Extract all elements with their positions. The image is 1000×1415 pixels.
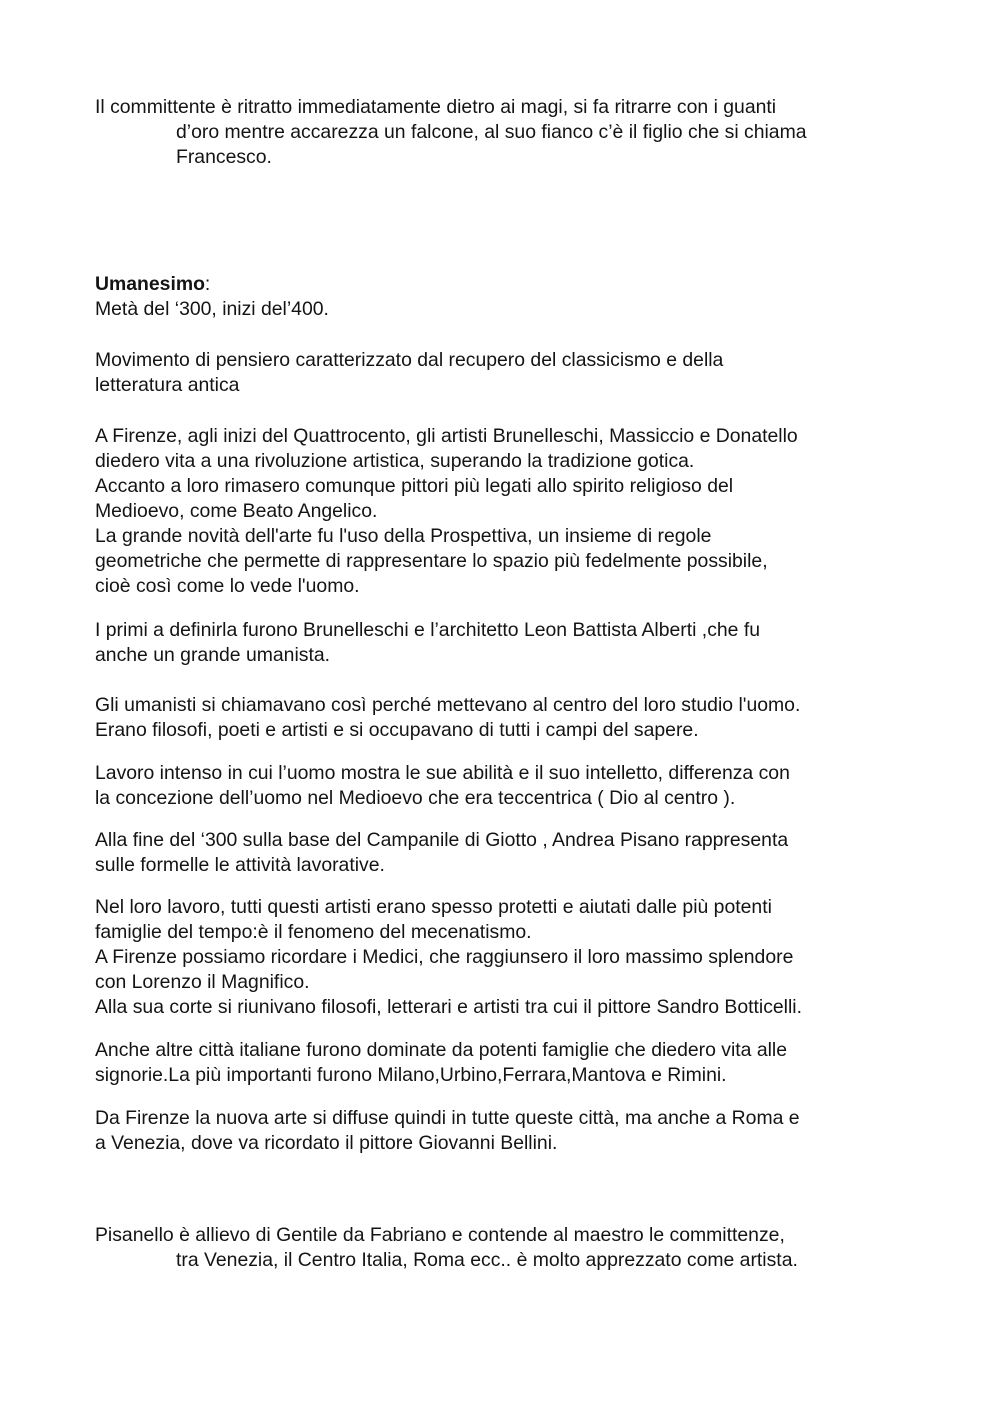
mecenatismo-line-4: con Lorenzo il Magnifico.: [95, 971, 310, 993]
movimento-line-2: letteratura antica: [95, 374, 240, 396]
mecenatismo-line-3: A Firenze possiamo ricordare i Medici, che raggiunsero il loro massimo splendore: [95, 946, 794, 968]
firenze-line-5: La grande novità dell'arte fu l'uso della Prospettiva, un insieme di regole: [95, 525, 712, 547]
signorie-line-2: signorie.La più importanti furono Milano,Urbino,Ferrara,Mantova e Rimini.: [95, 1064, 727, 1086]
period-line: Metà del ‘300, inizi del’400.: [95, 298, 329, 320]
diffusione-line-1: Da Firenze la nuova arte si diffuse quindi in tutte queste città, ma anche a Roma e: [95, 1107, 800, 1129]
firenze-line-4: Medioevo, come Beato Angelico.: [95, 500, 378, 522]
movimento-line-1: Movimento di pensiero caratterizzato dal recupero del classicismo e della: [95, 349, 724, 371]
campanile-line-1: Alla fine del ‘300 sulla base del Campanile di Giotto , Andrea Pisano rappresenta: [95, 829, 789, 851]
pisanello-line-2: tra Venezia, il Centro Italia, Roma ecc.. è molto apprezzato come artista.: [176, 1249, 798, 1271]
firenze-line-3: Accanto a loro rimasero comunque pittori più legati allo spirito religioso del: [95, 475, 734, 497]
heading-colon: :: [204, 273, 211, 295]
mecenatismo-line-2: famiglie del tempo:è il fenomeno del mecenatismo.: [95, 921, 532, 943]
primi-line-1: I primi a definirla furono Brunelleschi e l’architetto Leon Battista Alberti ,che fu: [95, 619, 761, 641]
umanisti-line-1: Gli umanisti si chiamavano così perché mettevano al centro del loro studio l'uomo.: [95, 694, 801, 716]
firenze-line-2: diedero vita a una rivoluzione artistica, superando la tradizione gotica.: [95, 450, 695, 472]
pisanello-line-1: Pisanello è allievo di Gentile da Fabriano e contende al maestro le committenze,: [95, 1224, 785, 1246]
campanile-line-2: sulle formelle le attività lavorative.: [95, 854, 385, 876]
firenze-line-1: A Firenze, agli inizi del Quattrocento, gli artisti Brunelleschi, Massiccio e Donatello: [95, 425, 798, 447]
mecenatismo-line-5: Alla sua corte si riunivano filosofi, letterari e artisti tra cui il pittore Sandro Botticelli.: [95, 996, 802, 1018]
section-heading: [95, 272, 210, 297]
signorie-line-1: Anche altre città italiane furono dominate da potenti famiglie che diedero vita alle: [95, 1039, 788, 1061]
lavoro-line-2: la concezione dell’uomo nel Medioevo che era teccentrica ( Dio al centro ).: [95, 787, 736, 809]
committente-line-1: Il committente è ritratto immediatamente dietro ai magi, si fa ritrarre con i guanti: [95, 96, 777, 118]
mecenatismo-line-1: Nel loro lavoro, tutti questi artisti erano spesso protetti e aiutati dalle più potenti: [95, 896, 772, 918]
umanisti-line-2: Erano filosofi, poeti e artisti e si occupavano di tutti i campi del sapere.: [95, 719, 699, 741]
firenze-line-7: cioè così come lo vede l'uomo.: [95, 575, 360, 597]
primi-line-2: anche un grande umanista.: [95, 644, 331, 666]
committente-line-2: d’oro mentre accarezza un falcone, al suo fianco c’è il figlio che si chiama: [176, 121, 807, 143]
committente-line-3: Francesco.: [176, 146, 272, 168]
diffusione-line-2: a Venezia, dove va ricordato il pittore Giovanni Bellini.: [95, 1132, 558, 1154]
firenze-line-6: geometriche che permette di rappresentare lo spazio più fedelmente possibile,: [95, 550, 768, 572]
lavoro-line-1: Lavoro intenso in cui l’uomo mostra le sue abilità e il suo intelletto, differenza con: [95, 762, 790, 784]
heading-title: Umanesimo: [95, 273, 205, 295]
